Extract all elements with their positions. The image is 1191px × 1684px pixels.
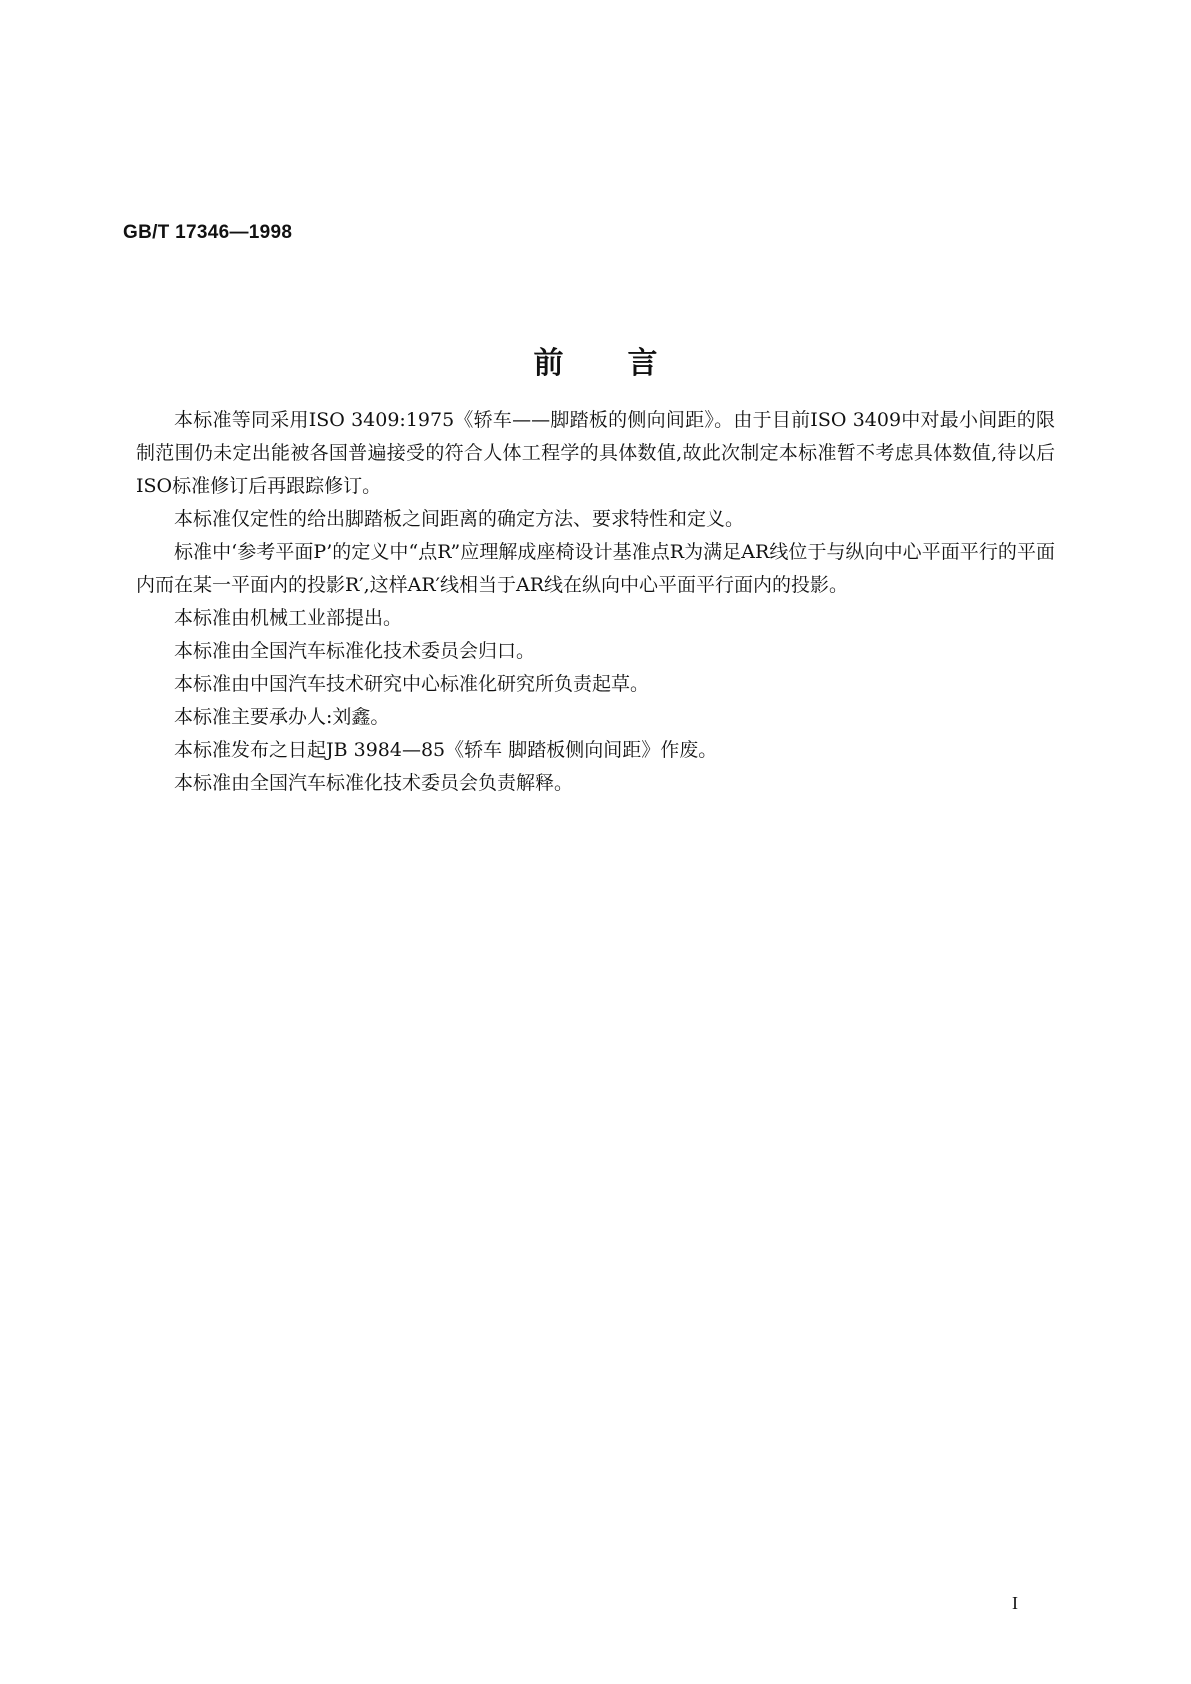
page-number: I [1012,1593,1018,1613]
foreword-title: 前言 [533,346,722,381]
paragraph-interpretation: 本标准由全国汽车标准化技术委员会负责解释。 [174,772,574,794]
paragraph-drafter: 本标准由中国汽车技术研究中心标准化研究所负责起草。 [174,673,650,695]
paragraph-adoption: 本标准等同采用ISO 3409:1975《轿车——脚踏板的侧向间距》。由于目前ISO 3409中对最小间距的限制范围仍未定出能被各国普遍接受的符合人体工程学的具体数值,故此次制定本标准暂不考虑具体数值,待以后ISO标准修订后再跟踪修订。 [136,409,1055,497]
foreword-body [136,404,1055,800]
paragraph-supersedes: 本标准发布之日起JB 3984—85《轿车 脚踏板侧向间距》作废。 [174,739,718,761]
paragraph-centralized: 本标准由全国汽车标准化技术委员会归口。 [174,640,536,662]
paragraph-proposer: 本标准由机械工业部提出。 [174,607,403,629]
paragraph-scope: 本标准仅定性的给出脚踏板之间距离的确定方法、要求特性和定义。 [174,508,745,530]
standard-code: GB/T 17346—1998 [123,222,293,243]
paragraph-reference-plane: 标准中‘参考平面P’的定义中“点R”应理解成座椅设计基准点R为满足AR线位于与纵向中心平面平行的平面内而在某一平面内的投影R′,这样AR′线相当于AR线在纵向中心平面平行面内的投影。 [136,541,1055,596]
paragraph-undertaker: 本标准主要承办人:刘鑫。 [174,706,390,728]
